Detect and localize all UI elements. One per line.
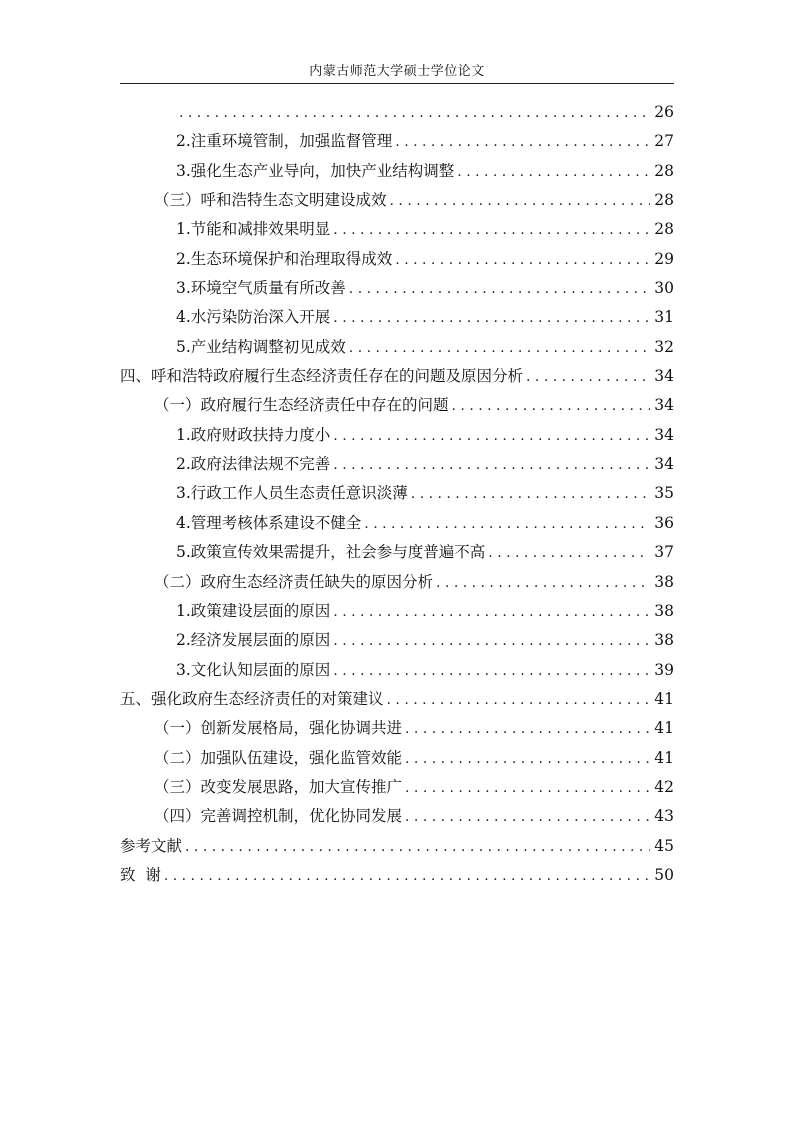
toc-dot-leader [452,392,650,421]
toc-entry-title: （二）政府生态经济责任缺失的原因分析 [154,572,434,591]
toc-dot-leader [179,99,650,128]
toc-entry-title: （三）改变发展思路，加大宣传推广 [154,777,403,796]
toc-entry-title: 五、强化政府生态经济责任的对策建议 [120,689,384,708]
toc-page-number: 34 [654,425,674,444]
toc-entry[interactable] [120,274,674,303]
toc-page-number: 50 [654,865,674,884]
toc-entry[interactable] [120,215,674,244]
toc-entry[interactable] [120,597,674,626]
toc-entry-title: 3.环境空气质量有所改善 [176,279,346,298]
toc-entry[interactable] [120,98,674,127]
toc-dot-leader [395,246,650,275]
toc-entry-title: 2.政府法律法规不完善 [176,455,331,474]
toc-entry-title: 4.管理考核体系建设不健全 [176,513,362,532]
toc-page-number: 37 [654,543,674,562]
page-header [120,60,674,84]
toc-entry-title: 2.注重环境管制，加强监督管理 [176,132,393,151]
toc-entry[interactable] [120,245,674,274]
toc-dot-leader [185,833,650,862]
toc-dot-leader [387,686,650,715]
toc-entry[interactable] [120,421,674,450]
toc-entry-title: （四）完善调控机制，优化协同发展 [154,807,403,826]
toc-page-number: 27 [654,132,674,151]
toc-entry-title: 5.产业结构调整初见成效 [176,337,346,356]
toc-entry[interactable] [120,714,674,743]
toc-entry[interactable] [120,538,674,567]
toc-page-number: 43 [654,807,674,826]
toc-dot-leader [457,158,650,187]
toc-entry[interactable] [120,391,674,420]
toc-entry[interactable] [120,303,674,332]
thesis-header-title: 内蒙古师范大学硕士学位论文 [309,64,485,79]
toc-entry-title: 3.强化生态产业导向，加快产业结构调整 [176,161,455,180]
toc-entry-title: 3.文化认知层面的原因 [176,660,331,679]
toc-dot-leader [333,216,650,245]
toc-entry-title: （二）加强队伍建设，强化监管效能 [154,748,403,767]
toc-entry[interactable] [120,802,674,831]
toc-dot-leader [436,569,650,598]
toc-entry[interactable] [120,773,674,802]
toc-page-number: 29 [654,249,674,268]
toc-entry-title: 5.政策宣传效果需提升，社会参与度普遍不高 [176,543,486,562]
toc-dot-leader [395,128,650,157]
toc-page-number: 34 [654,367,674,386]
toc-entry[interactable] [120,479,674,508]
toc-page-number: 34 [654,396,674,415]
toc-entry-title: （一）创新发展格局，强化协调共进 [154,719,403,738]
toc-entry[interactable] [120,509,674,538]
toc-page-number: 38 [654,601,674,620]
toc-entry-title: 1.政策建设层面的原因 [176,601,331,620]
toc-page-number: 41 [654,689,674,708]
toc-page-number: 34 [654,455,674,474]
toc-dot-leader [405,774,650,803]
toc-entry[interactable] [120,186,674,215]
toc-page-number: 41 [654,719,674,738]
toc-dot-leader [333,422,650,451]
toc-entry[interactable] [120,656,674,685]
toc-dot-leader [333,657,650,686]
toc-dot-leader [405,745,650,774]
toc-entry-title: （一）政府履行生态经济责任中存在的问题 [154,396,449,415]
toc-dot-leader [333,451,650,480]
toc-entry-title: 1.政府财政扶持力度小 [176,425,331,444]
toc-entry-title: 1.节能和减排效果明显 [176,220,331,239]
toc-page-number: 28 [654,161,674,180]
toc-entry-title: 四、呼和浩特政府履行生态经济责任存在的问题及原因分析 [120,367,524,386]
toc-page-number: 28 [654,191,674,210]
toc-page-number: 30 [654,279,674,298]
toc-entry-title: 3.行政工作人员生态责任意识淡薄 [176,484,408,503]
toc-page-number: 41 [654,748,674,767]
toc-page-number: 35 [654,484,674,503]
toc-dot-leader [364,510,650,539]
toc-page-number: 38 [654,631,674,650]
toc-entry-title: 致 谢 [120,865,161,884]
toc-entry[interactable] [120,568,674,597]
toc-entry[interactable] [120,685,674,714]
toc-dot-leader [333,598,650,627]
toc-page-number: 36 [654,513,674,532]
toc-entry[interactable] [120,626,674,655]
toc-entry[interactable] [120,127,674,156]
toc-entry[interactable] [120,362,674,391]
toc-entry[interactable] [120,333,674,362]
table-of-contents [120,98,674,890]
toc-page-number: 42 [654,777,674,796]
toc-entry-title: 参考文献 [120,836,183,855]
toc-dot-leader [349,334,650,363]
toc-page-number: 45 [654,836,674,855]
toc-entry[interactable] [120,157,674,186]
toc-page-number: 39 [654,660,674,679]
toc-entry-title: 2.生态环境保护和治理取得成效 [176,249,393,268]
toc-entry-title: 2.经济发展层面的原因 [176,631,331,650]
toc-page-number: 31 [654,308,674,327]
toc-entry-title: （三）呼和浩特生态文明建设成效 [154,191,387,210]
toc-dot-leader [526,363,650,392]
toc-dot-leader [333,304,650,333]
toc-dot-leader [333,627,650,656]
toc-page-number: 26 [654,103,674,121]
toc-entry[interactable] [120,861,674,890]
toc-entry[interactable] [120,832,674,861]
toc-entry[interactable] [120,744,674,773]
toc-entry-title: 4.水污染防治深入开展 [176,308,331,327]
toc-dot-leader [164,862,650,891]
toc-page-number: 38 [654,572,674,591]
toc-dot-leader [411,480,650,509]
toc-dot-leader [405,803,650,832]
toc-dot-leader [488,539,650,568]
toc-page-number: 28 [654,220,674,239]
toc-entry[interactable] [120,450,674,479]
toc-page-number: 32 [654,337,674,356]
toc-dot-leader [405,715,650,744]
toc-dot-leader [390,187,650,216]
toc-dot-leader [349,275,650,304]
